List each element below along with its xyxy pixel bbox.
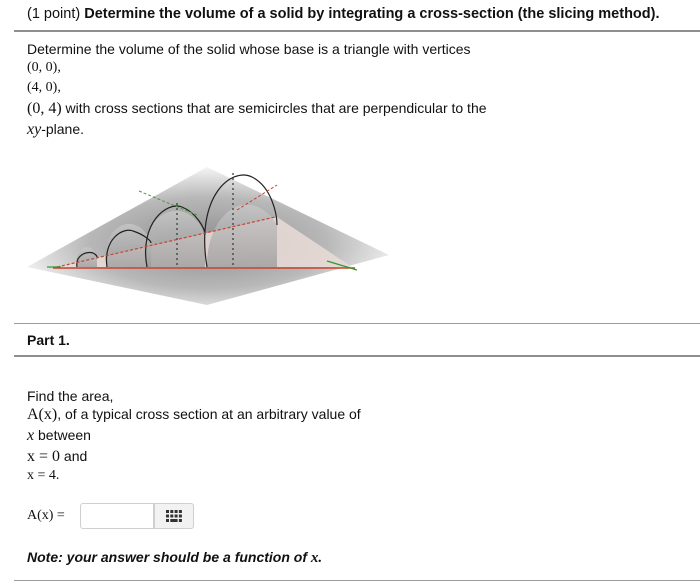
area-function: A(x) bbox=[27, 406, 58, 423]
question-line-2 bbox=[27, 406, 361, 424]
plane-text: -plane. bbox=[41, 121, 85, 137]
answer-label: A(x) = bbox=[27, 508, 65, 523]
plane-math: xy bbox=[27, 121, 42, 138]
x-upper-bound: x = 4. bbox=[27, 468, 60, 483]
question-line-3-text: between bbox=[34, 427, 91, 443]
problem-intro: Determine the volume of the solid whose base is a triangle with vertices bbox=[27, 41, 471, 57]
note-text: Note: your answer should be a function of bbox=[27, 549, 311, 565]
answer-input[interactable] bbox=[80, 503, 154, 529]
cross-section-text: with cross sections that are semicircles that are perpendicular to the bbox=[61, 100, 487, 116]
points-label: (1 point) bbox=[27, 6, 81, 22]
keypad-icon bbox=[166, 510, 182, 522]
question-line-4 bbox=[27, 448, 87, 466]
x-lower-bound: x = 0 bbox=[27, 448, 61, 465]
question-line-4-text: and bbox=[60, 448, 88, 464]
part-divider-bottom bbox=[14, 355, 700, 357]
part-divider-top bbox=[14, 323, 700, 324]
footer-divider bbox=[14, 580, 700, 581]
part-label: Part 1. bbox=[27, 332, 70, 348]
note-var: x. bbox=[310, 550, 323, 566]
problem-header bbox=[27, 6, 660, 22]
vertex-2: (4, 0), bbox=[27, 80, 61, 95]
vertex-1: (0, 0), bbox=[27, 60, 61, 75]
math-keypad-button[interactable] bbox=[154, 503, 194, 529]
problem-title: Determine the volume of a solid by integrating a cross-section (the slicing method). bbox=[84, 6, 660, 22]
solid-figure bbox=[27, 155, 389, 309]
question-line-1: Find the area, bbox=[27, 388, 114, 404]
x-var: x bbox=[27, 427, 35, 444]
question-line-2-text: , of a typical cross section at an arbitrary value of bbox=[57, 406, 361, 422]
solid-illustration bbox=[27, 155, 389, 309]
question-line-3 bbox=[27, 427, 91, 445]
vertex-3-line bbox=[27, 100, 487, 118]
header-divider bbox=[14, 30, 700, 32]
plane-line bbox=[27, 121, 84, 139]
vertex-3: (0, 4) bbox=[27, 100, 62, 117]
answer-note bbox=[27, 549, 322, 567]
